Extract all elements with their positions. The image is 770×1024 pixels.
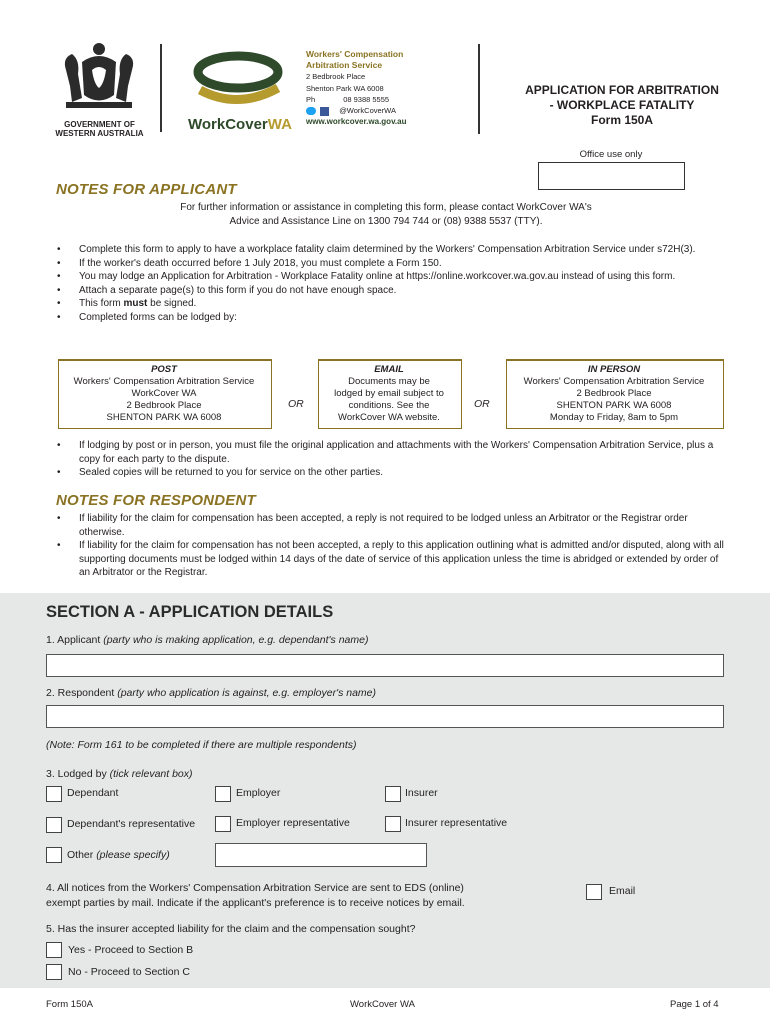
dependant-checkbox[interactable] bbox=[46, 786, 62, 802]
list-item: • If lodging by post or in person, you must file the original application and attachments with the Workers' Compensation Arbitration Service, plus a copy for each party to the dispute. bbox=[54, 439, 726, 466]
post-title: POST bbox=[151, 364, 177, 375]
insurer-representative-checkbox[interactable] bbox=[385, 816, 401, 832]
post-line: WorkCover WA bbox=[131, 388, 197, 399]
workcover-logo-text: WorkCover bbox=[188, 116, 268, 133]
signed-text-bold: must bbox=[123, 298, 148, 309]
in-person-line: Workers' Compensation Arbitration Service bbox=[523, 376, 705, 387]
no-checkbox[interactable] bbox=[46, 964, 62, 980]
respondent-bullets bbox=[54, 512, 726, 580]
in-person-line: SHENTON PARK WA 6008 bbox=[556, 400, 672, 411]
applicant-notes-heading: NOTES FOR APPLICANT bbox=[56, 181, 237, 198]
in-person-line: Monday to Friday, 8am to 5pm bbox=[549, 412, 679, 423]
social-handle: @WorkCoverWA bbox=[339, 106, 396, 116]
other-label bbox=[67, 849, 170, 861]
insurer-label: Insurer bbox=[405, 787, 438, 799]
applicant-bullets-2 bbox=[54, 439, 726, 480]
dependants-representative-label: Dependant's representative bbox=[67, 818, 196, 830]
intro-line1: For further information or assistance in completing this form, please contact WorkCover WA's bbox=[180, 202, 592, 213]
dependant-label: Dependant bbox=[67, 787, 119, 799]
applicant-bullets bbox=[54, 243, 726, 324]
q4-line1: 4. All notices from the Workers' Compensation Arbitration Service are sent to EDS (online) bbox=[46, 882, 464, 894]
in-person-title: IN PERSON bbox=[587, 364, 641, 375]
q4-text bbox=[46, 881, 465, 910]
website-link[interactable]: www.workcover.wa.gov.au bbox=[306, 117, 407, 127]
dependants-representative-checkbox[interactable] bbox=[46, 817, 62, 833]
insurer-checkbox[interactable] bbox=[385, 786, 401, 802]
other-specify-input[interactable] bbox=[215, 843, 427, 867]
list-item: • If the worker's death occurred before 1 July 2018, you must complete a Form 150. bbox=[54, 257, 726, 271]
list-item: • If liability for the claim for compensation has not been accepted, a reply to this application outlining what is admitted and/or disputed, along with all supporting documents must be lodged within 14 days of the date of service of this application unless the time is abridged or extended by order of an Arbitrator or the Registrar. bbox=[54, 539, 726, 580]
form-number: Form 150A bbox=[590, 113, 654, 127]
post-line: 2 Bedbrook Place bbox=[126, 400, 202, 411]
q3-hint: (tick relevant box) bbox=[109, 768, 193, 780]
address-line2: Shenton Park WA 6008 bbox=[306, 83, 384, 93]
phone-label: Ph bbox=[306, 94, 316, 104]
q1-label-text: 1. Applicant bbox=[46, 634, 104, 646]
q5-label: 5. Has the insurer accepted liability for the claim and the compensation sought? bbox=[46, 923, 416, 935]
list-item: • Completed forms can be lodged by: bbox=[54, 311, 726, 325]
workcover-logo-suffix: WA bbox=[267, 116, 292, 133]
form-title bbox=[492, 83, 752, 128]
q1-hint: (party who is making application, e.g. dependant's name) bbox=[103, 634, 369, 646]
service-contact-block bbox=[306, 49, 456, 127]
applicant-notes-intro bbox=[56, 201, 716, 228]
post-content bbox=[58, 364, 270, 424]
yes-label: Yes - Proceed to Section B bbox=[68, 944, 194, 956]
office-use-box[interactable] bbox=[538, 162, 685, 190]
footer-form-number: Form 150A bbox=[46, 999, 93, 1010]
respondent-notes-heading: NOTES FOR RESPONDENT bbox=[56, 492, 256, 509]
other-label-text: Other bbox=[67, 849, 97, 861]
email-line: WorkCover WA website. bbox=[338, 412, 440, 423]
phone-number: 08 9388 5555 bbox=[343, 94, 390, 104]
email-content bbox=[318, 364, 460, 424]
list-item: • You may lodge an Application for Arbitration - Workplace Fatality online at https://online.workcover.wa.gov.au instead of using this form. bbox=[54, 270, 726, 284]
other-hint: (please specify) bbox=[96, 849, 170, 861]
post-line: SHENTON PARK WA 6008 bbox=[106, 412, 222, 423]
or-text-2: OR bbox=[474, 398, 490, 410]
q2-label bbox=[46, 687, 376, 699]
title-line1: APPLICATION FOR ARBITRATION bbox=[525, 83, 719, 97]
service-name-1: Workers' Compensation bbox=[306, 49, 404, 59]
list-item: • If liability for the claim for compensation has been accepted, a reply is not required to be lodged unless an Arbitrator or the Registrar order otherwise. bbox=[54, 512, 726, 539]
section-a-heading: SECTION A - APPLICATION DETAILS bbox=[46, 603, 334, 621]
insurer-representative-label: Insurer representative bbox=[405, 817, 508, 829]
government-crest-logo bbox=[52, 40, 147, 138]
email-option-label: Email bbox=[609, 885, 636, 897]
service-name-2: Arbitration Service bbox=[306, 60, 383, 71]
employer-representative-label: Employer representative bbox=[236, 817, 350, 829]
workcover-swoosh-icon bbox=[188, 50, 288, 110]
or-text-1: OR bbox=[288, 398, 304, 410]
in-person-line: 2 Bedbrook Place bbox=[576, 388, 652, 399]
email-checkbox[interactable] bbox=[586, 884, 602, 900]
email-line: Documents may be bbox=[348, 376, 430, 387]
no-label: No - Proceed to Section C bbox=[68, 966, 190, 978]
q3-label-text: 3. Lodged by bbox=[46, 768, 110, 780]
email-title: EMAIL bbox=[374, 364, 404, 375]
q4-line2: exempt parties by mail. Indicate if the applicant's preference is to receive notices by email. bbox=[46, 896, 465, 909]
office-use-label: Office use only bbox=[579, 149, 643, 160]
email-line: conditions. See the bbox=[348, 400, 430, 411]
in-person-content bbox=[506, 364, 722, 424]
twitter-icon[interactable] bbox=[306, 107, 316, 115]
header-divider-1 bbox=[160, 44, 162, 132]
facebook-icon[interactable] bbox=[320, 107, 329, 116]
title-line2: - WORKPLACE FATALITY bbox=[549, 98, 695, 112]
post-line: Workers' Compensation Arbitration Service bbox=[73, 376, 255, 387]
respondents-note: (Note: Form 161 to be completed if there are multiple respondents) bbox=[46, 739, 357, 751]
employer-checkbox[interactable] bbox=[215, 786, 231, 802]
footer-org: WorkCover WA bbox=[350, 999, 415, 1010]
yes-checkbox[interactable] bbox=[46, 942, 62, 958]
employer-label: Employer bbox=[236, 787, 281, 799]
employer-representative-checkbox[interactable] bbox=[215, 816, 231, 832]
crest-icon bbox=[52, 40, 147, 115]
footer-page-number: Page 1 of 4 bbox=[670, 999, 719, 1010]
q2-hint: (party who application is against, e.g. employer's name) bbox=[117, 687, 377, 699]
other-checkbox[interactable] bbox=[46, 847, 62, 863]
q1-label bbox=[46, 634, 368, 646]
q3-label bbox=[46, 768, 193, 780]
email-line: lodged by email subject to bbox=[334, 388, 444, 399]
applicant-input[interactable] bbox=[46, 654, 724, 677]
list-item: • Sealed copies will be returned to you for service on the other parties. bbox=[54, 466, 726, 480]
gov-text-line2: WESTERN AUSTRALIA bbox=[55, 129, 144, 138]
gov-text-line1: GOVERNMENT OF bbox=[64, 120, 135, 129]
respondent-input[interactable] bbox=[46, 705, 724, 728]
address-line1: 2 Bedbrook Place bbox=[306, 72, 366, 82]
signed-text-pre: This form bbox=[79, 298, 124, 309]
intro-line2: Advice and Assistance Line on 1300 794 744 or (08) 9388 5537 (TTY). bbox=[229, 215, 543, 227]
list-item: • Attach a separate page(s) to this form if you do not have enough space. bbox=[54, 284, 726, 298]
list-item: • Complete this form to apply to have a workplace fatality claim determined by the Workers' Compensation Arbitration Service under s72H(3). bbox=[54, 243, 726, 257]
workcover-logo bbox=[188, 50, 292, 133]
header-divider-2 bbox=[478, 44, 480, 134]
list-item bbox=[54, 297, 726, 311]
q2-label-text: 2. Respondent bbox=[46, 687, 118, 699]
signed-text-post: be signed. bbox=[147, 298, 197, 309]
